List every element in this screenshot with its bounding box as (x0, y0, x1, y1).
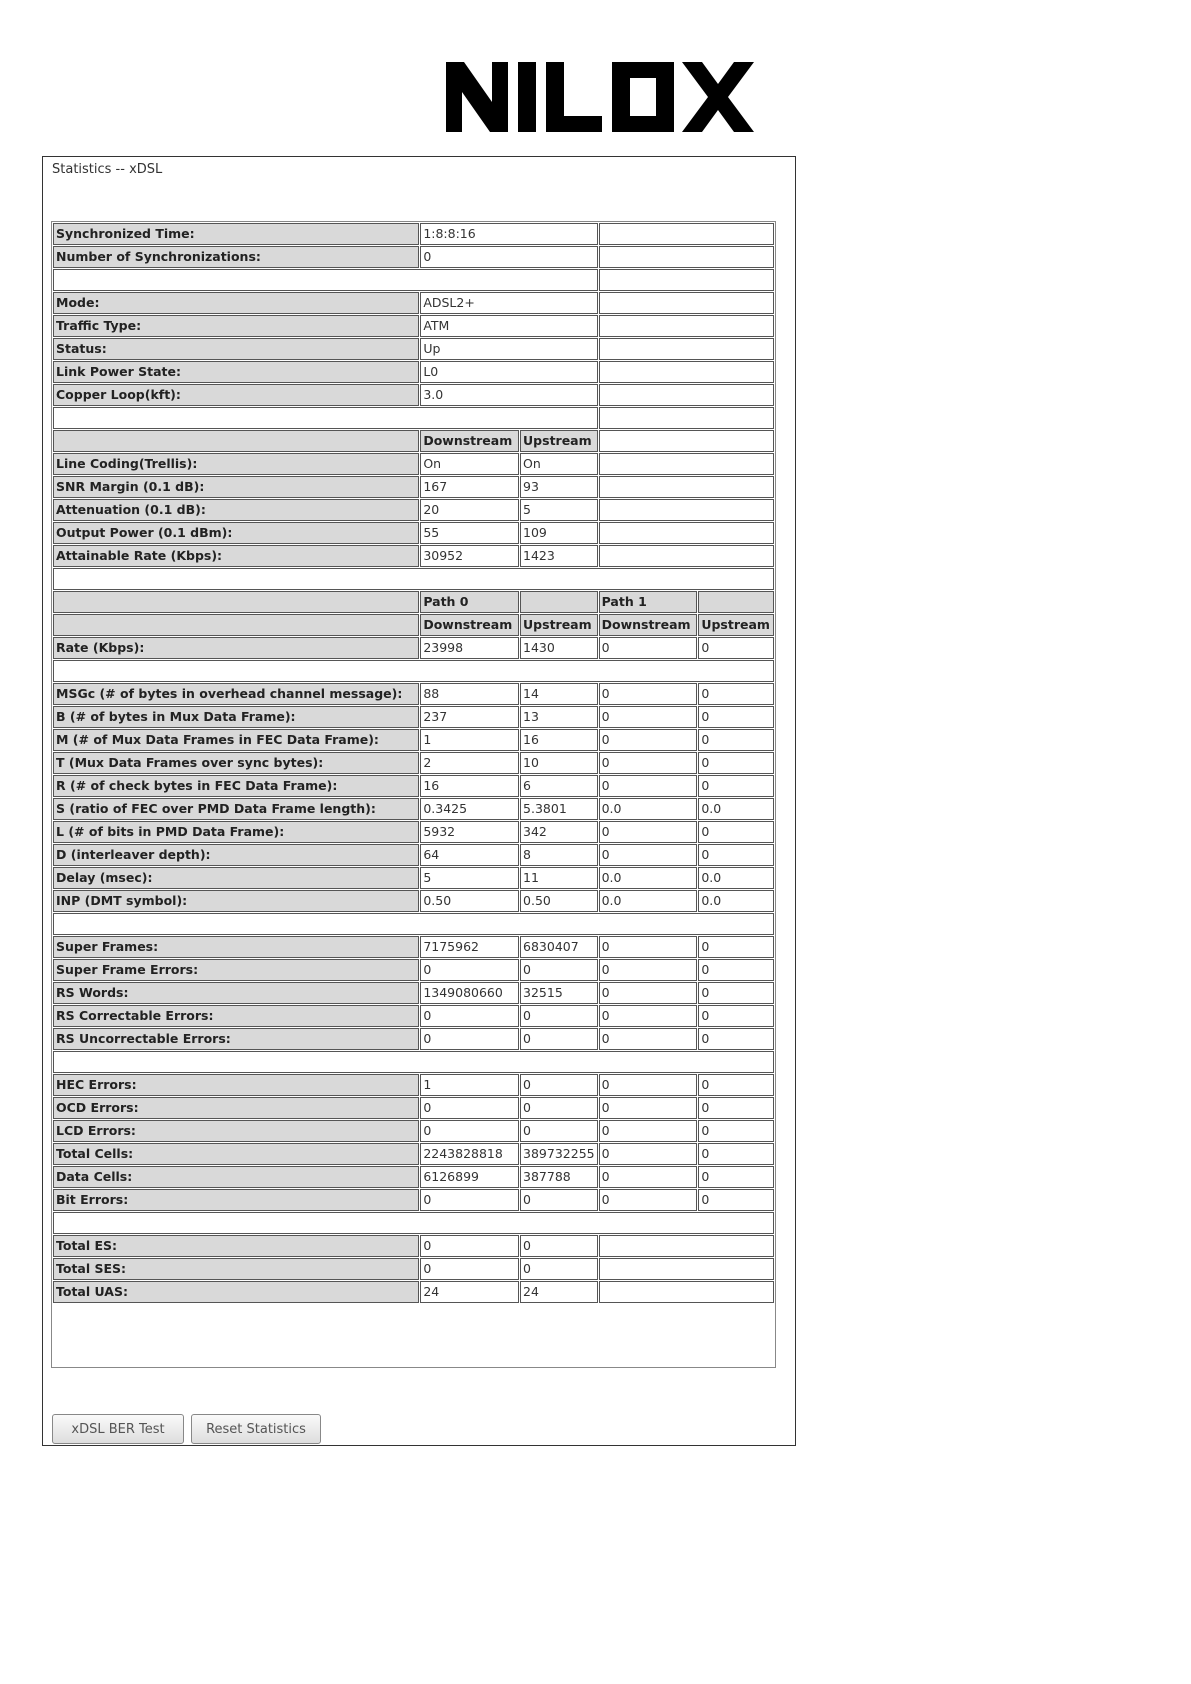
path0-upstream-value: 0 (520, 1097, 598, 1119)
spacer-row (53, 407, 774, 429)
path1-downstream-value: 0 (599, 1143, 698, 1165)
path0-upstream-value: 13 (520, 706, 598, 728)
path0-downstream-value: 1 (420, 729, 519, 751)
path1-downstream-value: 0 (599, 706, 698, 728)
path0-downstream-value: 16 (420, 775, 519, 797)
spacer-cell (53, 568, 774, 590)
stat-label: RS Correctable Errors: (53, 1005, 419, 1027)
stat-label: Copper Loop(kft): (53, 384, 419, 406)
stat-value: 0 (420, 246, 597, 268)
nilox-logo (446, 62, 756, 132)
spacer-row (53, 1051, 774, 1073)
path0-downstream-value: 0 (420, 1189, 519, 1211)
stat-label: R (# of check bytes in FEC Data Frame): (53, 775, 419, 797)
stat-row (53, 1120, 774, 1142)
path0-downstream-value: 0 (420, 1005, 519, 1027)
upstream-value: 93 (520, 476, 598, 498)
path0-upstream-value: 0 (520, 959, 598, 981)
downstream-value: 0 (420, 1258, 519, 1280)
path0-upstream-value: 0.50 (520, 890, 598, 912)
stat-row (53, 1235, 774, 1257)
stat-row (53, 706, 774, 728)
path1-upstream-value: 0 (698, 1028, 774, 1050)
empty-cell (599, 476, 774, 498)
upstream-value: 0 (520, 1258, 598, 1280)
stat-row (53, 522, 774, 544)
path1-downstream-value: 0 (599, 729, 698, 751)
path0-upstream-value: 0 (520, 1005, 598, 1027)
stat-label: LCD Errors: (53, 1120, 419, 1142)
stat-value: ADSL2+ (420, 292, 597, 314)
stat-label: Attenuation (0.1 dB): (53, 499, 419, 521)
path1-upstream-value: 0.0 (698, 798, 774, 820)
stat-label: Link Power State: (53, 361, 419, 383)
downstream-header: Downstream (420, 430, 519, 452)
empty-cell (599, 246, 774, 268)
empty-cell (599, 499, 774, 521)
stat-label: Total Cells: (53, 1143, 419, 1165)
path1-downstream-value: 0 (599, 1166, 698, 1188)
path0-downstream-value: 23998 (420, 637, 519, 659)
upstream-value: 0 (520, 1235, 598, 1257)
path1-upstream-value: 0 (698, 706, 774, 728)
path1-downstream-value: 0 (599, 1189, 698, 1211)
path0-upstream-value: 8 (520, 844, 598, 866)
stat-row (53, 246, 774, 268)
path1-upstream-value: 0 (698, 1166, 774, 1188)
reset-statistics-button[interactable]: Reset Statistics (191, 1414, 321, 1444)
path0-downstream-value: 64 (420, 844, 519, 866)
stat-label: Total ES: (53, 1235, 419, 1257)
stat-row (53, 936, 774, 958)
spacer-cell (53, 269, 598, 291)
spacer-row (53, 913, 774, 935)
upstream-header: Upstream (698, 614, 774, 636)
stat-value: Up (420, 338, 597, 360)
header-blank (53, 614, 419, 636)
stat-label: Rate (Kbps): (53, 637, 419, 659)
header-blank (53, 430, 419, 452)
stat-label: Attainable Rate (Kbps): (53, 545, 419, 567)
path1-upstream-value: 0.0 (698, 867, 774, 889)
path1-upstream-value: 0 (698, 844, 774, 866)
path1-upstream-value: 0 (698, 821, 774, 843)
stat-label: Output Power (0.1 dBm): (53, 522, 419, 544)
empty-cell (599, 430, 774, 452)
empty-cell (599, 453, 774, 475)
empty-cell (599, 292, 774, 314)
upstream-value: 1423 (520, 545, 598, 567)
path0-downstream-value: 6126899 (420, 1166, 519, 1188)
stat-label: HEC Errors: (53, 1074, 419, 1096)
stat-value: ATM (420, 315, 597, 337)
path0-downstream-value: 1349080660 (420, 982, 519, 1004)
spacer-cell (53, 660, 774, 682)
path1-downstream-value: 0 (599, 936, 698, 958)
stat-row (53, 476, 774, 498)
path1-downstream-value: 0 (599, 959, 698, 981)
empty-cell (599, 545, 774, 567)
stat-label: L (# of bits in PMD Data Frame): (53, 821, 419, 843)
stat-row (53, 798, 774, 820)
path1-upstream-value: 0 (698, 982, 774, 1004)
path1-upstream-value: 0 (698, 1097, 774, 1119)
upstream-header: Upstream (520, 614, 598, 636)
path1-upstream-value: 0 (698, 683, 774, 705)
upstream-header: Upstream (520, 430, 598, 452)
stat-row (53, 1281, 774, 1303)
stat-row (53, 821, 774, 843)
stat-row (53, 752, 774, 774)
path1-downstream-value: 0.0 (599, 867, 698, 889)
path0-downstream-value: 7175962 (420, 936, 519, 958)
nilox-logo-graphic (446, 62, 756, 132)
path0-upstream-value: 387788 (520, 1166, 598, 1188)
stat-row (53, 1189, 774, 1211)
stat-value: 3.0 (420, 384, 597, 406)
path0-upstream-value: 32515 (520, 982, 598, 1004)
stat-row (53, 1166, 774, 1188)
downstream-value: 24 (420, 1281, 519, 1303)
path1-upstream-value: 0 (698, 729, 774, 751)
path0-downstream-value: 0.50 (420, 890, 519, 912)
path1-downstream-value: 0 (599, 1028, 698, 1050)
path0-upstream-value: 0 (520, 1028, 598, 1050)
path0-downstream-value: 237 (420, 706, 519, 728)
stat-label: Delay (msec): (53, 867, 419, 889)
stat-row (53, 292, 774, 314)
path0-upstream-value: 16 (520, 729, 598, 751)
stat-label: SNR Margin (0.1 dB): (53, 476, 419, 498)
stat-row (53, 1005, 774, 1027)
path0-upstream-value: 1430 (520, 637, 598, 659)
empty-cell (599, 338, 774, 360)
stat-row (53, 1074, 774, 1096)
stat-row (53, 982, 774, 1004)
path-header-row (53, 591, 774, 613)
spacer-cell (53, 1212, 774, 1234)
stat-row (53, 890, 774, 912)
stat-value: 1:8:8:16 (420, 223, 597, 245)
direction-header-row (53, 614, 774, 636)
stat-row (53, 959, 774, 981)
downstream-value: 0 (420, 1235, 519, 1257)
path1-downstream-value: 0 (599, 683, 698, 705)
path0-upstream-value: 14 (520, 683, 598, 705)
downstream-header: Downstream (420, 614, 519, 636)
header-blank (53, 591, 419, 613)
path0-upstream-value: 5.3801 (520, 798, 598, 820)
path0-downstream-value: 1 (420, 1074, 519, 1096)
stat-row (53, 384, 774, 406)
path1-upstream-value: 0 (698, 1143, 774, 1165)
stat-row (53, 1097, 774, 1119)
stat-label: Data Cells: (53, 1166, 419, 1188)
path0-upstream-value: 6 (520, 775, 598, 797)
stat-row (53, 1258, 774, 1280)
path1-upstream-value: 0 (698, 752, 774, 774)
stat-label: S (ratio of FEC over PMD Data Frame length): (53, 798, 419, 820)
stat-row (53, 315, 774, 337)
upstream-value: 109 (520, 522, 598, 544)
statistics-panel (42, 156, 796, 1446)
stat-label: RS Words: (53, 982, 419, 1004)
empty-cell (599, 1258, 774, 1280)
path1-header: Path 1 (599, 591, 698, 613)
stat-row (53, 223, 774, 245)
spacer-row (53, 568, 774, 590)
path1-downstream-value: 0 (599, 1097, 698, 1119)
upstream-value: 5 (520, 499, 598, 521)
stat-row (53, 453, 774, 475)
path1-upstream-value: 0 (698, 637, 774, 659)
stat-row (53, 499, 774, 521)
stat-label: Super Frame Errors: (53, 959, 419, 981)
path0-upstream-value: 0 (520, 1189, 598, 1211)
empty-cell (599, 522, 774, 544)
stat-label: Number of Synchronizations: (53, 246, 419, 268)
path0-downstream-value: 0 (420, 1028, 519, 1050)
stat-label: Mode: (53, 292, 419, 314)
spacer-row (53, 660, 774, 682)
path1-downstream-value: 0 (599, 844, 698, 866)
stat-label: Synchronized Time: (53, 223, 419, 245)
stat-row (53, 361, 774, 383)
stat-value: L0 (420, 361, 597, 383)
path1-downstream-value: 0 (599, 982, 698, 1004)
stat-label: Bit Errors: (53, 1189, 419, 1211)
page-title: Statistics -- xDSL (52, 162, 163, 177)
path1-upstream-value: 0 (698, 1005, 774, 1027)
upstream-value: 24 (520, 1281, 598, 1303)
stat-label: Total SES: (53, 1258, 419, 1280)
stat-label: MSGc (# of bytes in overhead channel message): (53, 683, 419, 705)
empty-cell (599, 1235, 774, 1257)
path1-downstream-value: 0 (599, 1120, 698, 1142)
spacer-row (53, 1212, 774, 1234)
line-header-row (53, 430, 774, 452)
stat-row (53, 545, 774, 567)
path1-downstream-value: 0 (599, 821, 698, 843)
stat-label: Status: (53, 338, 419, 360)
empty-cell (599, 223, 774, 245)
stat-label: Super Frames: (53, 936, 419, 958)
empty-cell (599, 269, 774, 291)
stat-row (53, 1143, 774, 1165)
path0-upstream-value: 389732255 (520, 1143, 598, 1165)
path1-downstream-value: 0 (599, 637, 698, 659)
downstream-header: Downstream (599, 614, 698, 636)
stat-row (53, 867, 774, 889)
xdsl-stats-table-wrapper (51, 221, 776, 1368)
downstream-value: On (420, 453, 519, 475)
path0-upstream-value: 342 (520, 821, 598, 843)
path0-upstream-value: 0 (520, 1120, 598, 1142)
stat-label: Traffic Type: (53, 315, 419, 337)
stat-row (53, 338, 774, 360)
path1-upstream-value: 0 (698, 1074, 774, 1096)
path1-upstream-value: 0 (698, 775, 774, 797)
empty-cell (599, 315, 774, 337)
empty-cell (599, 407, 774, 429)
stat-row (53, 775, 774, 797)
empty-cell (599, 1281, 774, 1303)
path0-downstream-value: 5932 (420, 821, 519, 843)
stat-label: Total UAS: (53, 1281, 419, 1303)
xdsl-ber-test-button[interactable]: xDSL BER Test (52, 1414, 184, 1444)
path0-downstream-value: 5 (420, 867, 519, 889)
path0-downstream-value: 2243828818 (420, 1143, 519, 1165)
header-blank (520, 591, 598, 613)
path1-upstream-value: 0 (698, 959, 774, 981)
path1-downstream-value: 0 (599, 775, 698, 797)
path1-downstream-value: 0.0 (599, 798, 698, 820)
stat-row (53, 683, 774, 705)
path0-downstream-value: 88 (420, 683, 519, 705)
path0-upstream-value: 11 (520, 867, 598, 889)
xdsl-stats-table (52, 222, 775, 1304)
path1-upstream-value: 0 (698, 1189, 774, 1211)
path1-upstream-value: 0 (698, 1120, 774, 1142)
path1-downstream-value: 0 (599, 1005, 698, 1027)
spacer-cell (53, 913, 774, 935)
spacer-cell (53, 1051, 774, 1073)
path0-downstream-value: 2 (420, 752, 519, 774)
stat-label: M (# of Mux Data Frames in FEC Data Frame): (53, 729, 419, 751)
path0-upstream-value: 6830407 (520, 936, 598, 958)
header-blank (698, 591, 774, 613)
spacer-cell (53, 407, 598, 429)
path1-downstream-value: 0.0 (599, 890, 698, 912)
stat-label: B (# of bytes in Mux Data Frame): (53, 706, 419, 728)
downstream-value: 55 (420, 522, 519, 544)
path1-downstream-value: 0 (599, 752, 698, 774)
empty-cell (599, 361, 774, 383)
path0-header: Path 0 (420, 591, 519, 613)
path0-downstream-value: 0 (420, 1120, 519, 1142)
stat-label: Line Coding(Trellis): (53, 453, 419, 475)
stat-row (53, 637, 774, 659)
downstream-value: 167 (420, 476, 519, 498)
stat-label: OCD Errors: (53, 1097, 419, 1119)
path0-downstream-value: 0 (420, 1097, 519, 1119)
path0-downstream-value: 0 (420, 959, 519, 981)
spacer-row (53, 269, 774, 291)
path1-upstream-value: 0 (698, 936, 774, 958)
stat-row (53, 1028, 774, 1050)
downstream-value: 20 (420, 499, 519, 521)
path1-downstream-value: 0 (599, 1074, 698, 1096)
downstream-value: 30952 (420, 545, 519, 567)
stat-label: T (Mux Data Frames over sync bytes): (53, 752, 419, 774)
stat-label: D (interleaver depth): (53, 844, 419, 866)
upstream-value: On (520, 453, 598, 475)
path1-upstream-value: 0.0 (698, 890, 774, 912)
path0-downstream-value: 0.3425 (420, 798, 519, 820)
stat-row (53, 729, 774, 751)
path0-upstream-value: 10 (520, 752, 598, 774)
empty-cell (599, 384, 774, 406)
stat-label: INP (DMT symbol): (53, 890, 419, 912)
stat-label: RS Uncorrectable Errors: (53, 1028, 419, 1050)
stat-row (53, 844, 774, 866)
path0-upstream-value: 0 (520, 1074, 598, 1096)
